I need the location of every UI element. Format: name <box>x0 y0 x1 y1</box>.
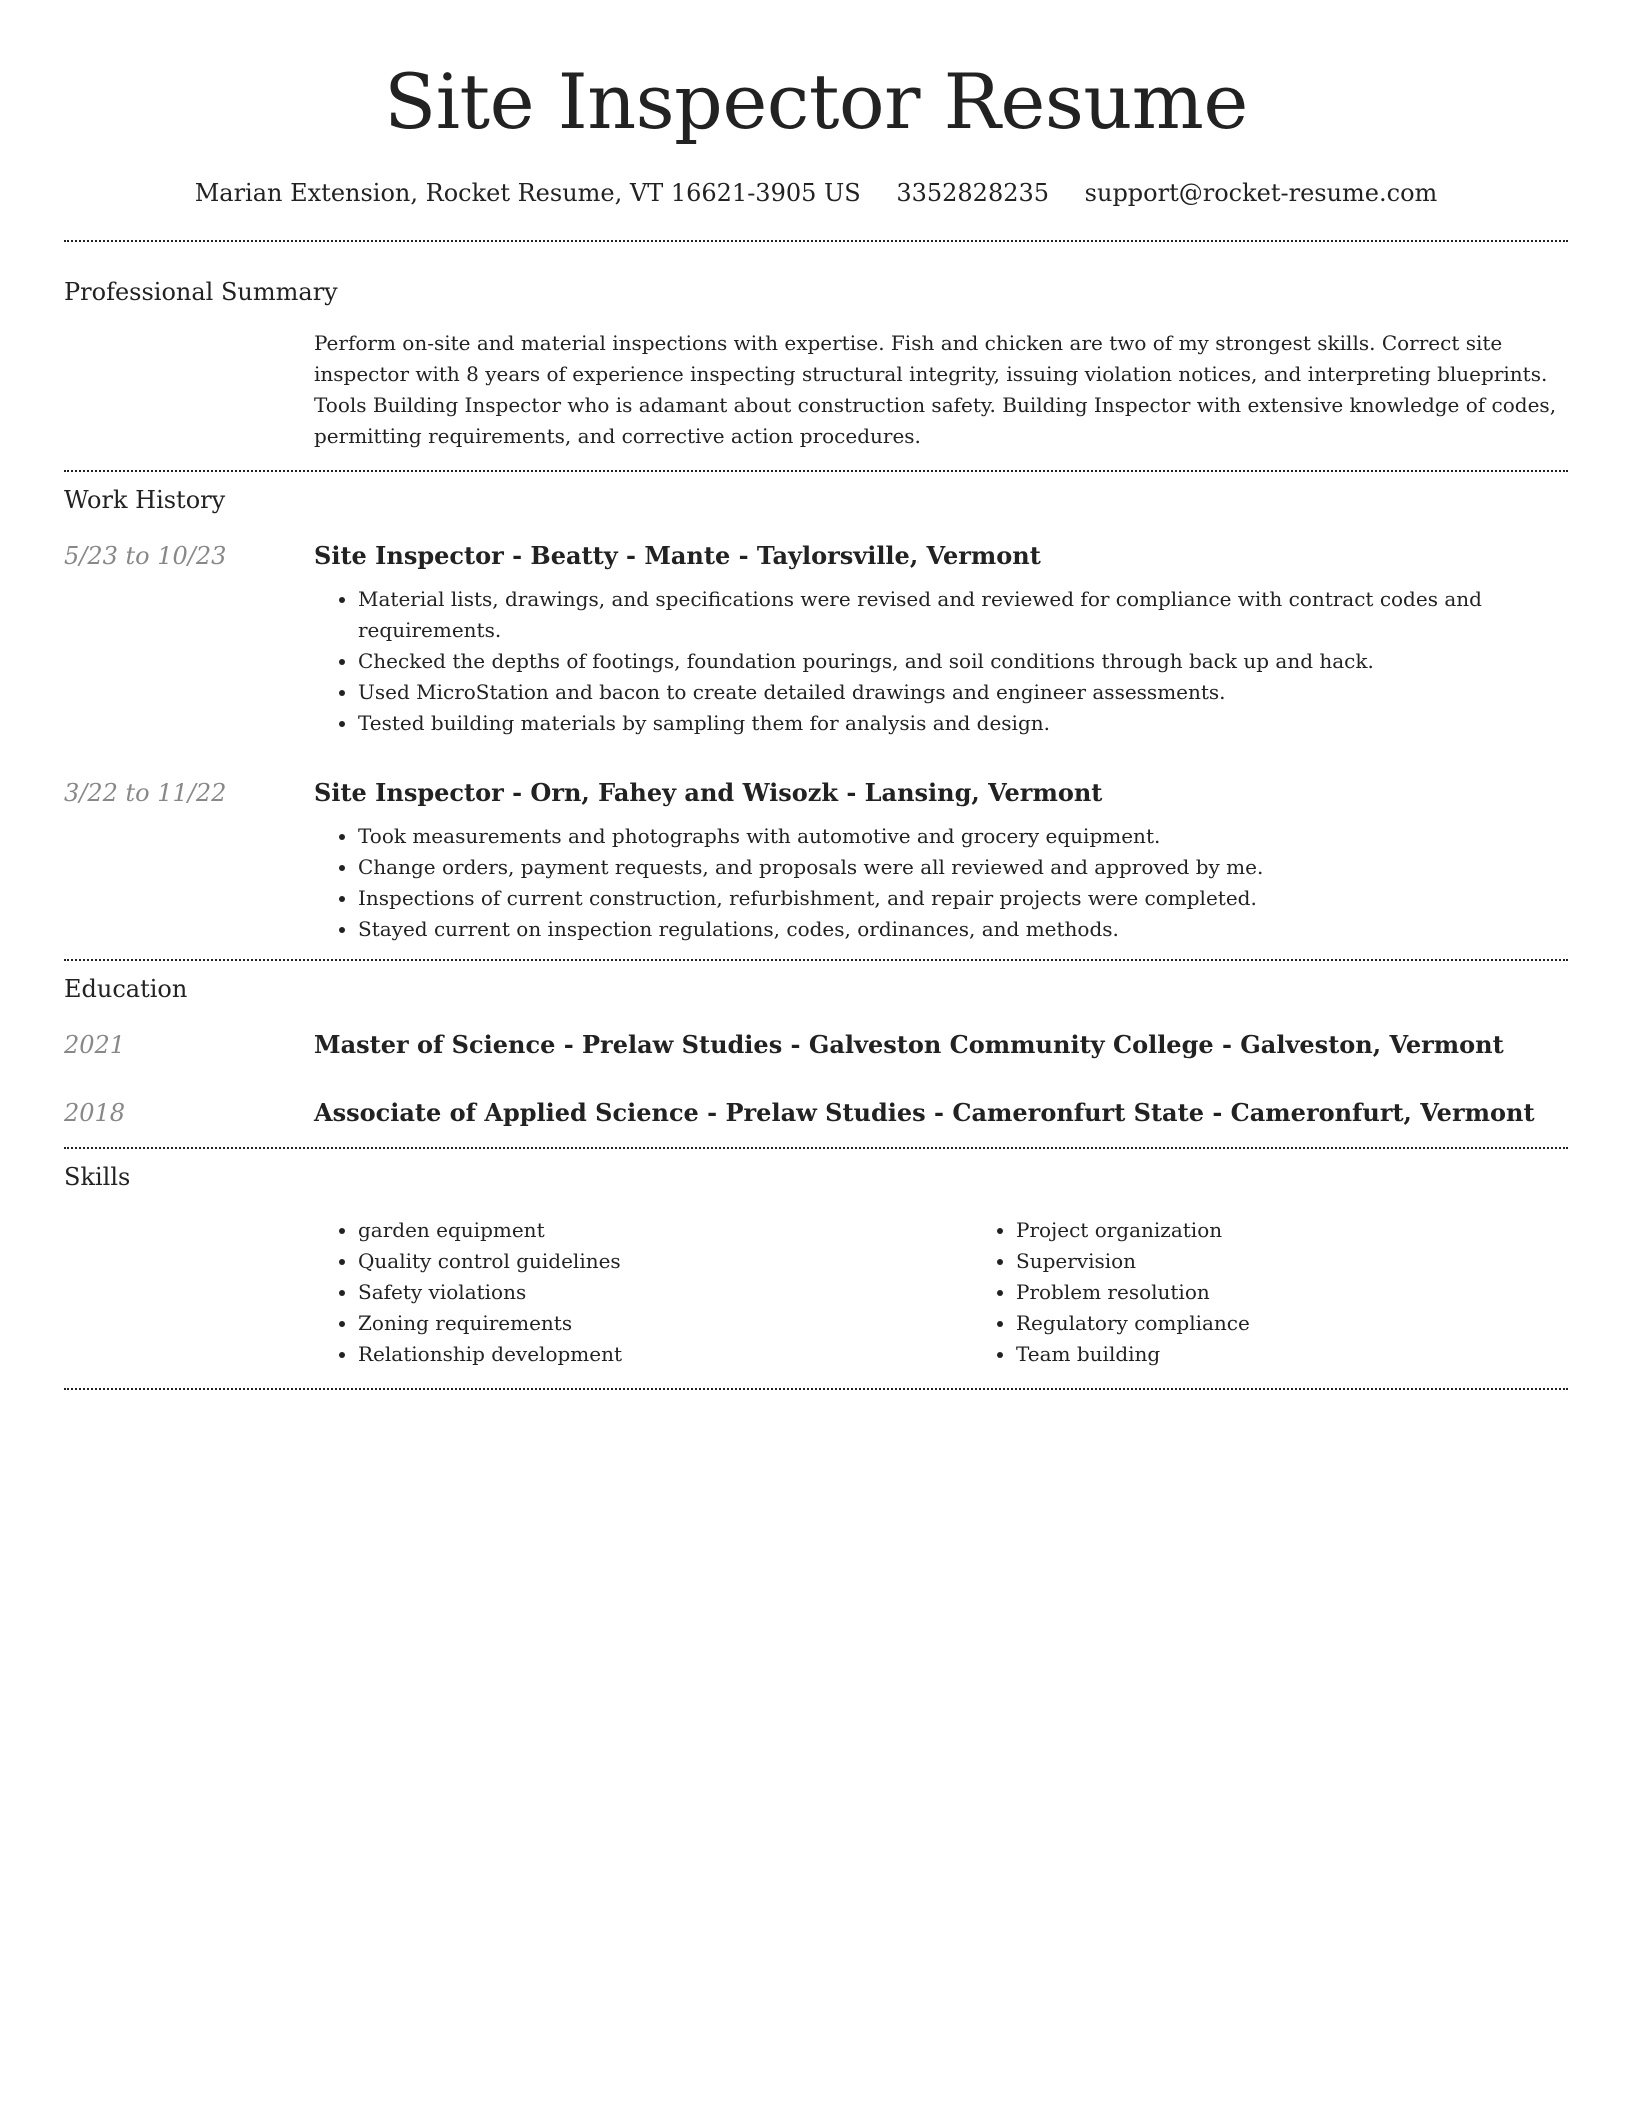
education-body <box>314 1029 1568 1061</box>
list-item: • Tested building materials by sampling them for analysis and design. <box>358 708 1568 739</box>
list-item: • Inspections of current construction, refurbishment, and repair projects were completed. <box>358 883 1568 914</box>
skill-item: • Team building <box>1016 1339 1630 1370</box>
list-item: • Stayed current on inspection regulations, codes, ordinances, and methods. <box>358 914 1568 945</box>
skill-item: • garden equipment <box>358 1215 972 1246</box>
contact-address: Marian Extension, Rocket Resume, VT 16621-3905 US <box>194 179 861 207</box>
skills-row <box>64 1215 1568 1370</box>
summary-row <box>64 328 1568 452</box>
skills-grid <box>314 1215 1630 1370</box>
job-entry-2 <box>64 777 1568 945</box>
list-item: • Change orders, payment requests, and proposals were all reviewed and approved by me. <box>358 852 1568 883</box>
skill-item: • Zoning requirements <box>358 1308 972 1339</box>
work-section <box>64 472 1568 945</box>
job-entry-1 <box>64 540 1568 739</box>
education-title: Associate of Applied Science - Prelaw Studies - Cameronfurt State - Cameronfurt, Vermont <box>314 1098 1535 1127</box>
skills-heading: Skills <box>64 1163 131 1191</box>
job-dates: 3/22 to 11/22 <box>64 779 227 807</box>
job-bullets <box>314 821 1568 945</box>
skill-item: • Supervision <box>1016 1246 1630 1277</box>
skills-section <box>64 1149 1568 1370</box>
education-year: 2021 <box>64 1031 126 1059</box>
list-item: • Used MicroStation and bacon to create detailed drawings and engineer assessments. <box>358 677 1568 708</box>
list-item: • Material lists, drawings, and specifications were revised and reviewed for compliance with contract codes and requirements. <box>358 584 1568 646</box>
skills-list-left <box>314 1215 972 1370</box>
job-title: Site Inspector - Beatty - Mante - Taylorsville, Vermont <box>314 541 1041 570</box>
skills-list-right <box>972 1215 1630 1370</box>
skill-item: • Relationship development <box>358 1339 972 1370</box>
page-title: Site Inspector Resume <box>384 57 1248 146</box>
resume-page <box>64 0 1568 1390</box>
list-item: • Took measurements and photographs with automotive and grocery equipment. <box>358 821 1568 852</box>
work-heading: Work History <box>64 486 226 514</box>
skill-item: • Safety violations <box>358 1277 972 1308</box>
summary-heading: Professional Summary <box>64 278 338 306</box>
education-title: Master of Science - Prelaw Studies - Galveston Community College - Galveston, Vermont <box>314 1030 1504 1059</box>
skills-divider <box>64 1388 1568 1390</box>
job-dates: 5/23 to 10/23 <box>64 542 227 570</box>
education-body <box>314 1097 1568 1129</box>
job-body <box>314 777 1568 945</box>
summary-section <box>64 242 1568 452</box>
job-title: Site Inspector - Orn, Fahey and Wisozk - Lansing, Vermont <box>314 778 1103 807</box>
skill-item: • Problem resolution <box>1016 1277 1630 1308</box>
education-year: 2018 <box>64 1099 126 1127</box>
education-heading: Education <box>64 975 188 1003</box>
summary-text: Perform on-site and material inspections with expertise. Fish and chicken are two of my strongest skills. Correct site inspector with 8 years of experience inspecting structural integrity, issuing violation notices, and interpreting blueprints. Tools Building Inspector who is adamant about construction safety. Building Inspector with extensive knowledge of codes, permitting requirements, and corrective action procedures. <box>314 331 1557 448</box>
education-entry-2 <box>64 1097 1568 1129</box>
job-body <box>314 540 1568 739</box>
list-item: • Checked the depths of footings, foundation pourings, and soil conditions through back up and hack. <box>358 646 1568 677</box>
contact-phone: 3352828235 <box>896 179 1050 207</box>
skill-item: • Quality control guidelines <box>358 1246 972 1277</box>
skill-item: • Regulatory compliance <box>1016 1308 1630 1339</box>
summary-body <box>314 328 1568 452</box>
contact-line <box>64 176 1568 210</box>
job-bullets <box>314 584 1568 739</box>
education-entry-1 <box>64 1029 1568 1061</box>
education-section <box>64 961 1568 1129</box>
contact-email: support@rocket-resume.com <box>1084 179 1438 207</box>
skill-item: • Project organization <box>1016 1215 1630 1246</box>
